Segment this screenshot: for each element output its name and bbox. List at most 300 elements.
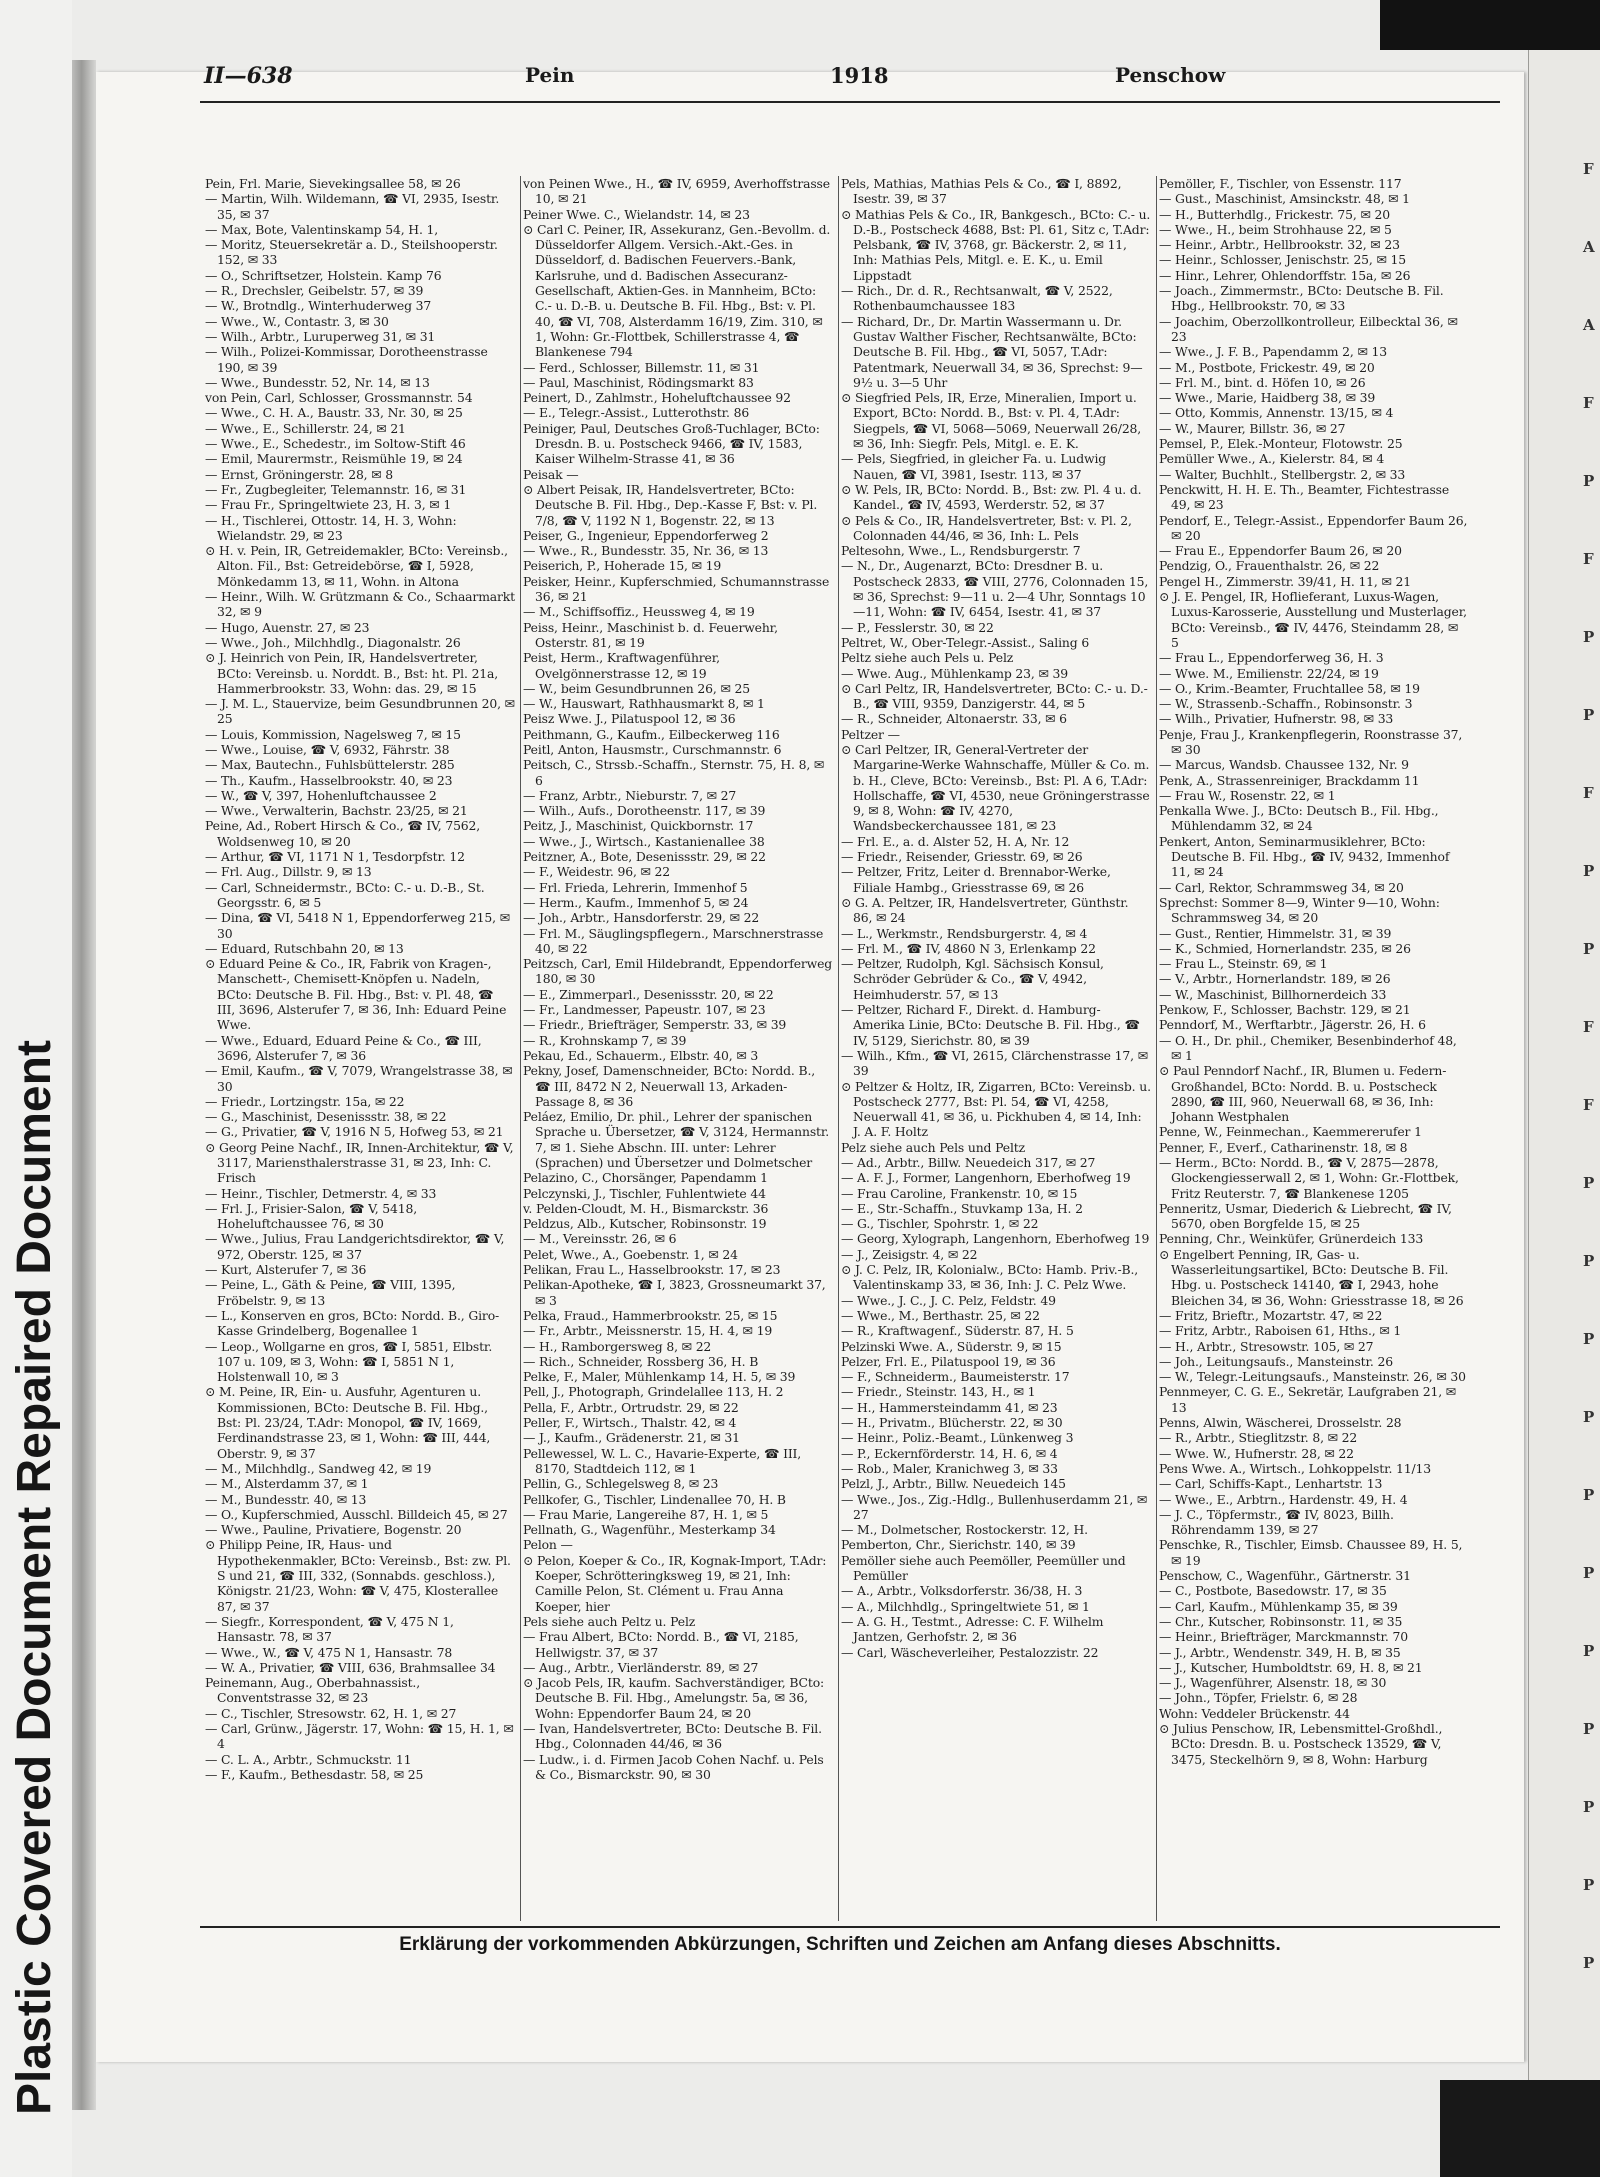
adjacent-page-fragment: P: [1583, 1252, 1595, 1270]
directory-entry: — Frl. M., ☎ IV, 4860 N 3, Erlenkamp 22: [841, 940, 1096, 956]
directory-entry: Penner, F., Everf., Catharinenstr. 18, ✉ 8: [1159, 1139, 1408, 1155]
directory-entry: — J. C., Töpfermstr., ☎ IV, 8023, Billh. Röhrendamm 139, ✉ 27: [1159, 1506, 1394, 1538]
directory-entry: — F., Kaufm., Bethesdastr. 58, ✉ 25: [205, 1766, 424, 1782]
directory-entry: — Wwe., E., Schillerstr. 24, ✉ 21: [205, 420, 406, 436]
directory-entry: Pelikan-Apotheke, ☎ I, 3823, Grossneumarkt 37, ✉ 3: [523, 1277, 826, 1308]
directory-entry: — Wwe. Aug., Mühlenkamp 23, ✉ 39: [841, 665, 1068, 681]
adjacent-page-fragment: F: [1583, 1018, 1594, 1036]
directory-entry: — Chr., Kutscher, Robinsonstr. 11, ✉ 35: [1159, 1613, 1403, 1629]
adjacent-page-fragment: P: [1583, 1954, 1595, 1972]
book-binding: [72, 60, 96, 2110]
directory-entry: — H., Butterhdlg., Frickestr. 75, ✉ 20: [1159, 206, 1390, 222]
directory-entry: Pellkofer, G., Tischler, Lindenallee 70, H. B: [523, 1491, 786, 1507]
directory-entry: ⊙ M. Peine, IR, Ein- u. Ausfuhr, Agenturen u. Kommissionen, BCto: Deutsche B. Fil. Hbg., Bst: Pl. 23/24, T.Adr: Monopol, ☎ IV, 1669, Ferdinandstrasse 23, ✉ 1, Wohn: ☎ III, 444, Oberstr. 9, ✉ 37: [205, 1384, 491, 1461]
directory-entry: — Wwe., E., Schedestr., im Soltow-Stift 46: [205, 436, 466, 452]
adjacent-page-fragment: P: [1583, 706, 1595, 724]
directory-entry: Peiss, Heinr., Maschinist b. d. Feuerwehr, Osterstr. 81, ✉ 19: [523, 619, 778, 650]
adjacent-page-fragment: P: [1583, 1174, 1595, 1192]
archive-label-strip: [0, 0, 72, 2177]
directory-entry: ⊙ Pelon, Koeper & Co., IR, Kognak-Import, T.Adr: Koeper, Schrötteringksweg 19, ✉ 21, Inh: Camille Pelon, St. Clément u. Frau Anna Koeper, hier: [523, 1552, 827, 1614]
directory-entry: — Carl, Schiffs-Kapt., Lenhartstr. 13: [1159, 1476, 1383, 1492]
directory-entry: — Frau E., Eppendorfer Baum 26, ✉ 20: [1159, 543, 1402, 559]
directory-entry: — Frau L., Steinstr. 69, ✉ 1: [1159, 956, 1328, 972]
header-year: 1918: [830, 63, 889, 88]
directory-entry: Peisak —: [523, 466, 579, 482]
directory-entry: Peinert, D., Zahlmstr., Hoheluftchaussee 92: [523, 390, 791, 406]
directory-entry: ⊙ Albert Peisak, IR, Handelsvertreter, BCto: Deutsche B. Fil. Hbg., Dep.-Kasse F, Bst: v. Pl. 7/8, ☎ V, 1192 N 1, Bogenstr. 22, ✉ 13: [523, 481, 818, 528]
directory-entry: — Wwe., W., ☎ V, 475 N 1, Hansastr. 78: [205, 1644, 453, 1660]
directory-entry: Peist, Herm., Kraftwagenführer, Ovelgönnerstrasse 12, ✉ 19: [523, 650, 720, 681]
adjacent-page-fragment: F: [1583, 1096, 1594, 1114]
directory-entry: — F., Weidestr. 96, ✉ 22: [523, 864, 671, 880]
directory-entry: — Fr., Landmesser, Papeustr. 107, ✉ 23: [523, 1002, 766, 1018]
directory-entry: ⊙ Paul Penndorf Nachf., IR, Blumen u. Federn-Großhandel, BCto: Nordd. B. u. Postscheck 2890, ☎ III, 960, Neuerwall 68, ✉ 36, Inh: Johann Westphalen: [1159, 1063, 1447, 1125]
archive-label: [4, 40, 68, 2130]
directory-entry: ⊙ Eduard Peine & Co., IR, Fabrik von Kragen-, Manschett-, Chemisett-Knöpfen u. Nadeln, BCto: Deutsche B. Fil. Hbg., Bst: v. Pl. 48, ☎ III, 3696, Alsterufer 7, ✉ 36, Inh: Eduard Peine Wwe.: [205, 956, 507, 1033]
adjacent-page-fragment: P: [1583, 862, 1595, 880]
directory-entry: Pelke, F., Maler, Mühlenkamp 14, H. 5, ✉ 39: [523, 1369, 796, 1385]
directory-entry: Pellewessel, W. L. C., Havarie-Experte, ☎ III, 8170, Stadtdeich 112, ✉ 1: [523, 1445, 802, 1476]
adjacent-page-fragment: F: [1583, 550, 1594, 568]
directory-entry: — Heinr., Briefträger, Marckmannstr. 70: [1159, 1629, 1408, 1645]
directory-entry: — Ernst, Gröningerstr. 28, ✉ 8: [205, 466, 394, 482]
scanner-edge-top: [1380, 0, 1600, 50]
directory-entry: Pendorf, E., Telegr.-Assist., Eppendorfer Baum 26, ✉ 20: [1159, 512, 1468, 543]
directory-entry: — Peltzer, Fritz, Leiter d. Brennabor-Werke, Filiale Hambg., Griesstrasse 69, ✉ 26: [841, 864, 1111, 895]
directory-entry: Peitz, J., Maschinist, Quickbornstr. 17: [523, 818, 754, 834]
header-last-entry: Penschow: [1115, 63, 1226, 87]
directory-entry: Peisz Wwe. J., Pilatuspool 12, ✉ 36: [523, 711, 736, 727]
directory-entry: — V., Arbtr., Hornerlandstr. 189, ✉ 26: [1159, 971, 1391, 987]
archive-label-text: Plastic Covered Document Repaired Document: [8, 1040, 61, 2115]
directory-entry: — Eduard, Rutschbahn 20, ✉ 13: [205, 940, 404, 956]
directory-entry: — Wwe., Verwalterin, Bachstr. 23/25, ✉ 21: [205, 803, 468, 819]
directory-entry: — Siegfr., Korrespondent, ☎ V, 475 N 1, Hansastr. 78, ✉ 37: [205, 1613, 454, 1645]
adjacent-page-fragment: F: [1583, 394, 1594, 412]
directory-entry: — Heinr., Poliz.-Beamt., Lünkenweg 3: [841, 1430, 1074, 1446]
directory-entry: von Pein, Carl, Schlosser, Grossmannstr. 54: [205, 390, 473, 406]
directory-entry: — Carl, Rektor, Schrammsweg 34, ✉ 20: [1159, 879, 1404, 895]
directory-entry: Pelazino, C., Chorsänger, Papendamm 1: [523, 1170, 768, 1186]
directory-columns: [205, 176, 1469, 1926]
directory-entry: — Wwe., Louise, ☎ V, 6932, Fährstr. 38: [205, 741, 450, 757]
directory-entry: ⊙ Mathias Pels & Co., IR, Bankgesch., BCto: C.- u. D.-B., Postscheck 4688, Bst: Pl. 61, Sitz c, T.Adr: Pelsbank, ☎ IV, 3768, gr. Bäckerstr. 2, ✉ 11, Inh: Mathias Pels, Mitgl. e. E. K., u. Emil Lippstadt: [841, 206, 1151, 283]
directory-entry: Penschke, R., Tischler, Eimsb. Chaussee 89, H. 5, ✉ 19: [1159, 1537, 1463, 1568]
directory-entry: — Frl. M., bint. d. Höfen 10, ✉ 26: [1159, 374, 1366, 390]
directory-entry: — Richard, Dr., Dr. Martin Wassermann u. Dr. Gustav Walther Fischer, Rechtsanwälte, BCto: Deutsche B. Fil. Hbg., ☎ VI, 5057, T.Adr: Patentmark, Neuerwall 34, ✉ 36, Sprechst: 9—9½ u. 3—5 Uhr: [841, 313, 1143, 390]
directory-entry: — C., Tischler, Stresowstr. 62, H. 1, ✉ 27: [205, 1705, 457, 1721]
directory-entry: ⊙ H. v. Pein, IR, Getreidemakler, BCto: Vereinsb., Alton. Fil., Bst: Getreidebörse, ☎ I, 5928, Mönkedamm 13, ✉ 11, Wohn. in Altona: [205, 543, 508, 589]
directory-entry: Pens Wwe. A., Wirtsch., Lohkoppelstr. 11/13: [1159, 1460, 1432, 1476]
directory-entry: Peldzus, Alb., Kutscher, Robinsonstr. 19: [523, 1216, 767, 1232]
directory-entry: — Heinr., Schlosser, Jenischstr. 25, ✉ 15: [1159, 252, 1406, 268]
directory-entry: Peláez, Emilio, Dr. phil., Lehrer der spanischen Sprache u. Übersetzer, ☎ V, 3124, Hermannstr. 7, ✉ 1. Siehe Abschn. III. unter: Lehrer (Sprachen) und Übersetzer und Dolmetscher: [523, 1109, 830, 1170]
column-1: [205, 176, 515, 1926]
directory-entry: Peithmann, G., Kaufm., Eilbeckerweg 116: [523, 726, 780, 742]
directory-entry: — Franz, Arbtr., Nieburstr. 7, ✉ 27: [523, 787, 737, 803]
directory-entry: Pelikan, Frau L., Hasselbrookstr. 17, ✉ 23: [523, 1262, 781, 1278]
directory-entry: — Heinr., Tischler, Detmerstr. 4, ✉ 33: [205, 1185, 437, 1201]
directory-entry: Penk, A., Strassenreiniger, Brackdamm 11: [1159, 772, 1420, 788]
directory-entry: Pemüller Wwe., A., Kielerstr. 84, ✉ 4: [1159, 451, 1385, 467]
directory-entry: — Carl, Grünw., Jägerstr. 17, Wohn: ☎ 15, H. 1, ✉ 4: [205, 1720, 514, 1752]
directory-entry: — G., Tischler, Spohrstr. 1, ✉ 22: [841, 1216, 1039, 1232]
adjacent-page-fragment: P: [1583, 1330, 1595, 1348]
directory-entry: Penkow, F., Schlosser, Bachstr. 129, ✉ 21: [1159, 1002, 1411, 1018]
directory-entry: — Frau Caroline, Frankenstr. 10, ✉ 15: [841, 1185, 1078, 1201]
directory-entry: — Gust., Rentier, Himmelstr. 31, ✉ 39: [1159, 925, 1392, 941]
directory-entry: von Peinen Wwe., H., ☎ IV, 6959, Averhoffstrasse 10, ✉ 21: [523, 176, 830, 207]
directory-entry: Pemberton, Chr., Sierichstr. 140, ✉ 39: [841, 1537, 1076, 1553]
directory-entry: Pels, Mathias, Mathias Pels & Co., ☎ I, 8892, Isestr. 39, ✉ 37: [841, 176, 1122, 207]
directory-entry: v. Pelden-Cloudt, M. H., Bismarckstr. 36: [523, 1200, 769, 1216]
adjacent-page-fragment: P: [1583, 1798, 1595, 1816]
directory-entry: Peiniger, Paul, Deutsches Groß-Tuchlager, BCto: Dresdn. B. u. Postscheck 9466, ☎ IV, 1583, Kaiser Wilhelm-Strasse 41, ✉ 36: [523, 420, 820, 467]
directory-entry: — Peltzer, Richard F., Direkt. d. Hamburg-Amerika Linie, BCto: Deutsche B. Fil. Hbg., ☎ IV, 5129, Sierichstr. 80, ✉ 39: [841, 1002, 1140, 1048]
directory-entry: — P., Fesslerstr. 30, ✉ 22: [841, 619, 994, 635]
column-2: [523, 176, 833, 1926]
directory-entry: Pendzig, O., Frauenthalstr. 26, ✉ 22: [1159, 558, 1380, 574]
directory-entry: Pels siehe auch Peltz u. Pelz: [523, 1613, 696, 1629]
directory-entry: — C., Postbote, Basedowstr. 17, ✉ 35: [1159, 1583, 1387, 1599]
directory-entry: — Wwe., R., Bundesstr. 35, Nr. 36, ✉ 13: [523, 543, 769, 559]
directory-entry: Pelzl, J., Arbtr., Billw. Neuedeich 145: [841, 1476, 1066, 1492]
directory-entry: — Friedr., Lortzingstr. 15a, ✉ 22: [205, 1093, 405, 1109]
directory-entry: Peltesohn, Wwe., L., Rendsburgerstr. 7: [841, 543, 1081, 559]
directory-entry: — Ferd., Schlosser, Billemstr. 11, ✉ 31: [523, 359, 760, 375]
directory-entry: — Wwe., Marie, Haidberg 38, ✉ 39: [1159, 390, 1376, 406]
directory-entry: ⊙ Jacob Pels, IR, kaufm. Sachverständiger, BCto: Deutsche B. Fil. Hbg., Amelungstr. 5a, ✉ 36, Wohn: Eppendorfer Baum 24, ✉ 20: [523, 1675, 825, 1721]
directory-entry: — Ludw., i. d. Firmen Jacob Cohen Nachf. u. Pels & Co., Bismarckstr. 90, ✉ 30: [523, 1751, 824, 1782]
directory-entry: Pennmeyer, C. G. E., Sekretär, Laufgraben 21, ✉ 13: [1159, 1384, 1457, 1415]
directory-entry: — H., Privatm., Blücherstr. 22, ✉ 30: [841, 1415, 1063, 1431]
directory-entry: — Leop., Wollgarne en gros, ☎ I, 5851, Elbstr. 107 u. 109, ✉ 3, Wohn: ☎ I, 5851 N 1, Holstenwall 10, ✉ 3: [205, 1338, 493, 1385]
directory-entry: — P., Eckernförderstr. 14, H. 6, ✉ 4: [841, 1445, 1058, 1461]
directory-entry: Pein, Frl. Marie, Sievekingsallee 58, ✉ 26: [205, 176, 461, 191]
directory-entry: — Wwe., M., Berthastr. 25, ✉ 22: [841, 1307, 1040, 1323]
directory-entry: — Marcus, Wandsb. Chaussee 132, Nr. 9: [1159, 757, 1409, 773]
directory-entry: — W., Brotndlg., Winterhuderweg 37: [205, 298, 432, 314]
directory-entry: Pemsel, P., Elek.-Monteur, Flotowstr. 25: [1159, 436, 1403, 452]
adjacent-page-fragment: P: [1583, 628, 1595, 646]
directory-entry: — Peltzer, Rudolph, Kgl. Sächsisch Konsul, Schröder Gebrüder & Co., ☎ V, 4942, Heimhuderstr. 57, ✉ 13: [841, 956, 1104, 1002]
directory-entry: ⊙ Carl Peltz, IR, Handelsvertreter, BCto: C.- u. D.-B., ☎ VIII, 9359, Danzigerstr. 44, ✉ 5: [841, 680, 1148, 712]
directory-entry: — L., Konserven en gros, BCto: Nordd. B., Giro-Kasse Grindelberg, Bogenallee 1: [205, 1307, 500, 1339]
directory-entry: — W., beim Gesundbrunnen 26, ✉ 25: [523, 680, 750, 696]
adjacent-page-fragment: A: [1583, 316, 1595, 334]
directory-entry: — Wwe., H., beim Strohhause 22, ✉ 5: [1159, 221, 1392, 237]
directory-entry: Pellin, G., Schlegelsweg 8, ✉ 23: [523, 1476, 719, 1492]
directory-entry: Penkalla Wwe. J., BCto: Deutsch B., Fil. Hbg., Mühlendamm 32, ✉ 24: [1159, 803, 1439, 834]
directory-entry: — Pels, Siegfried, in gleicher Fa. u. Ludwig Nauen, ☎ VI, 3981, Isestr. 113, ✉ 37: [841, 451, 1107, 482]
directory-entry: — Walter, Buchhlt., Stellbergstr. 2, ✉ 33: [1159, 466, 1406, 482]
directory-entry: — Rich., Dr. d. R., Rechtsanwalt, ☎ V, 2522, Rothenbaumchaussee 183: [841, 283, 1113, 314]
directory-entry: Penne, W., Feinmechan., Kaemmererufer 1: [1159, 1124, 1422, 1140]
directory-entry: — G., Privatier, ☎ V, 1916 N 5, Hofweg 53, ✉ 21: [205, 1124, 504, 1140]
directory-entry: Peine, Ad., Robert Hirsch & Co., ☎ IV, 7562, Woldsenweg 10, ✉ 20: [205, 818, 481, 849]
directory-entry: — Frau W., Rosenstr. 22, ✉ 1: [1159, 787, 1336, 803]
directory-entry: Peinemann, Aug., Oberbahnassist., Conventstrasse 32, ✉ 23: [205, 1675, 420, 1706]
directory-entry: — Carl, Schneidermstr., BCto: C.- u. D.-B., St. Georgsstr. 6, ✉ 5: [205, 879, 485, 910]
adjacent-page-fragment: P: [1583, 1642, 1595, 1660]
directory-entry: Peiner Wwe. C., Wielandstr. 14, ✉ 23: [523, 206, 750, 222]
directory-entry: ⊙ Philipp Peine, IR, Haus- und Hypothekenmakler, BCto: Vereinsb., Bst: zw. Pl. S und 21, ☎ III, 332, (Sonnabds. geschloss.), Königstr. 21/23, Wohn: ☎ V, 475, Klosterallee 87, ✉ 37: [205, 1537, 511, 1614]
directory-entry: — Joach., Zimmermstr., BCto: Deutsche B. Fil. Hbg., Hellbrookstr. 70, ✉ 33: [1159, 283, 1444, 314]
directory-entry: — R., Krohnskamp 7, ✉ 39: [523, 1032, 687, 1048]
directory-entry: Sprechst: Sommer 8—9, Winter 9—10, Wohn: Schrammsweg 34, ✉ 20: [1159, 894, 1440, 926]
directory-entry: ⊙ Siegfried Pels, IR, Erze, Mineralien, Import u. Export, BCto: Nordd. B., Bst: v. Pl. 4, T.Adr: Siegpels, ☎ VI, 5068—5069, Neuerwall 26/28, ✉ 36, Inh: Siegfr. Pels, Mitgl. e. E. K.: [841, 390, 1142, 452]
directory-entry: — Wwe., Bundesstr. 52, Nr. 14, ✉ 13: [205, 374, 430, 390]
directory-entry: — H., Hammersteindamm 41, ✉ 23: [841, 1399, 1058, 1415]
directory-entry: — Frl. Frieda, Lehrerin, Immenhof 5: [523, 879, 748, 895]
directory-entry: — Paul, Maschinist, Rödingsmarkt 83: [523, 374, 754, 390]
directory-entry: — Frau Fr., Springeltwiete 23, H. 3, ✉ 1: [205, 497, 452, 513]
directory-entry: — Wilh., Arbtr., Luruperweg 31, ✉ 31: [205, 328, 436, 344]
directory-entry: — Heinr., Arbtr., Hellbrookstr. 32, ✉ 23: [1159, 237, 1400, 253]
directory-entry: — Wwe., J. C., J. C. Pelz, Feldstr. 49: [841, 1292, 1056, 1308]
directory-entry: — M., Postbote, Frickestr. 49, ✉ 20: [1159, 359, 1375, 375]
directory-entry: ⊙ Carl Peltzer, IR, General-Vertreter der Margarine-Werke Wahnschaffe, Müller & Co. m. b. H., Cleve, BCto: Vereinsb., Bst: Pl. A 6, T.Adr: Hollschaffe, ☎ VI, 4530, neue Gröningerstrasse 9, ✉ 8, Wohn: ☎ IV, 4270, Wandsbeckerchaussee 181, ✉ 23: [841, 741, 1150, 834]
directory-entry: — W., Hauswart, Rathhausmarkt 8, ✉ 1: [523, 696, 765, 712]
directory-entry: — Fritz, Arbtr., Raboisen 61, Hths., ✉ 1: [1159, 1323, 1402, 1339]
directory-entry: — Arthur, ☎ VI, 1171 N 1, Tesdorpfstr. 12: [205, 849, 465, 865]
adjacent-page-fragment: F: [1583, 160, 1594, 178]
directory-entry: — J., Zeisigstr. 4, ✉ 22: [841, 1246, 978, 1262]
directory-entry: — H., Arbtr., Stresowstr. 105, ✉ 27: [1159, 1338, 1374, 1354]
directory-entry: Pelet, Wwe., A., Goebenstr. 1, ✉ 24: [523, 1246, 738, 1262]
directory-entry: — A. F. J., Former, Langenhorn, Eberhofweg 19: [841, 1170, 1131, 1186]
adjacent-page-fragment: P: [1583, 1408, 1595, 1426]
header-first-entry: Pein: [525, 63, 575, 87]
directory-entry: — Aug., Arbtr., Vierländerstr. 89, ✉ 27: [523, 1659, 759, 1675]
directory-entry: — Martin, Wilh. Wildemann, ☎ VI, 2935, Isestr. 35, ✉ 37: [205, 191, 500, 222]
directory-entry: ⊙ Peltzer & Holtz, IR, Zigarren, BCto: Vereinsb. u. Postscheck 2777, Bst: Pl. 54, ☎ VI, 4258, Neuerwall 41, ✉ 36, u. Pickhuben 4, ✉ 14, Inh: J. A. F. Holtz: [841, 1078, 1151, 1140]
directory-entry: Wohn: Veddeler Brückenstr. 44: [1159, 1705, 1350, 1721]
directory-entry: Peltret, W., Ober-Telegr.-Assist., Saling 6: [841, 634, 1090, 650]
directory-entry: — W., Maurer, Billstr. 36, ✉ 27: [1159, 420, 1346, 436]
directory-entry: — C. L. A., Arbtr., Schmuckstr. 11: [205, 1751, 412, 1767]
directory-entry: Peitsch, C., Strssb.-Schaffn., Sternstr. 75, H. 8, ✉ 6: [523, 757, 825, 788]
directory-entry: — Ivan, Handelsvertreter, BCto: Deutsche B. Fil. Hbg., Colonnaden 44/46, ✉ 36: [523, 1720, 822, 1752]
directory-entry: — M., Milchhdlg., Sandweg 42, ✉ 19: [205, 1460, 432, 1476]
adjacent-page-fragment: P: [1583, 1720, 1595, 1738]
directory-entry: — Wwe., E., Arbtrn., Hardenstr. 49, H. 4: [1159, 1491, 1408, 1507]
directory-entry: — Carl, Kaufm., Mühlenkamp 35, ✉ 39: [1159, 1598, 1398, 1614]
directory-entry: — Hinr., Lehrer, Ohlendorffstr. 15a, ✉ 26: [1159, 267, 1411, 283]
directory-entry: — Wwe. M., Emilienstr. 22/24, ✉ 19: [1159, 665, 1379, 681]
directory-entry: ⊙ Pels & Co., IR, Handelsvertreter, Bst: v. Pl. 2, Colonnaden 44/46, ✉ 36, Inh: L. Pels: [841, 512, 1132, 543]
directory-entry: — Joh., Leitungsaufs., Mansteinstr. 26: [1159, 1353, 1393, 1369]
directory-entry: — G., Maschinist, Desenissstr. 38, ✉ 22: [205, 1109, 447, 1125]
directory-entry: Penns, Alwin, Wäscherei, Drosselstr. 28: [1159, 1415, 1402, 1431]
directory-entry: Pemöller siehe auch Peemöller, Peemüller und Pemüller: [841, 1552, 1126, 1584]
directory-entry: — Wilh., Aufs., Dorotheenstr. 117, ✉ 39: [523, 803, 766, 819]
directory-entry: — J., Kaufm., Grädenerstr. 21, ✉ 31: [523, 1430, 740, 1446]
directory-entry: — R., Drechsler, Geibelstr. 57, ✉ 39: [205, 283, 424, 299]
directory-entry: Penckwitt, H. H. E. Th., Beamter, Fichtestrasse 49, ✉ 23: [1159, 481, 1450, 513]
directory-entry: — Herm., BCto: Nordd. B., ☎ V, 2875—2878, Glockengiesserwall 2, ✉ 1, Wohn: Gr.-Flottbek, Fritz Reuterstr. 7, ☎ Blankenese 1205: [1159, 1155, 1459, 1201]
directory-entry: Peitl, Anton, Hausmstr., Curschmannstr. 6: [523, 741, 782, 757]
directory-entry: — Wwe., C. H. A., Baustr. 33, Nr. 30, ✉ 25: [205, 405, 463, 421]
directory-entry: — Ad., Arbtr., Billw. Neuedeich 317, ✉ 27: [841, 1155, 1096, 1170]
directory-entry: ⊙ Georg Peine Nachf., IR, Innen-Architektur, ☎ V, 3117, Mariensthalerstrasse 31, ✉ 23, Inh: C. Frisch: [205, 1139, 514, 1186]
page-header: [110, 63, 1410, 99]
directory-entry: — Frl. J., Frisier-Salon, ☎ V, 5418, Hoheluftchaussee 76, ✉ 30: [205, 1200, 418, 1232]
directory-entry: Pelzinski Wwe. A., Süderstr. 9, ✉ 15: [841, 1338, 1062, 1354]
directory-entry: Peitzner, A., Bote, Desenissstr. 29, ✉ 22: [523, 849, 766, 865]
adjacent-page-fragment: P: [1583, 472, 1595, 490]
directory-entry: Pelon —: [523, 1537, 573, 1553]
directory-entry: — O., Kupferschmied, Ausschl. Billdeich 45, ✉ 27: [205, 1506, 508, 1522]
directory-entry: — Frl. M., Säuglingspflegern., Marschnerstrasse 40, ✉ 22: [523, 925, 824, 956]
directory-entry: — Peine, L., Gäth & Peine, ☎ VIII, 1395, Fröbelstr. 9, ✉ 13: [205, 1277, 456, 1308]
directory-entry: Pelzer, Frl. E., Pilatuspool 19, ✉ 36: [841, 1353, 1056, 1369]
directory-entry: — E., Str.-Schaffn., Stuvkamp 13a, H. 2: [841, 1200, 1083, 1216]
directory-entry: — J., Arbtr., Wendenstr. 349, H. B, ✉ 35: [1159, 1644, 1401, 1660]
directory-entry: — J. M. L., Stauervize, beim Gesundbrunnen 20, ✉ 25: [205, 696, 515, 727]
directory-entry: — Frau Marie, Langereihe 87, H. 1, ✉ 5: [523, 1506, 769, 1522]
directory-entry: — Wwe., J. F. B., Papendamm 2, ✉ 13: [1159, 344, 1387, 360]
directory-entry: — J., Kutscher, Humboldtstr. 69, H. 8, ✉ 21: [1159, 1659, 1423, 1675]
adjacent-page-fragment: P: [1583, 1876, 1595, 1894]
directory-entry: — Wilh., Kfm., ☎ VI, 2615, Clärchenstrasse 17, ✉ 39: [841, 1047, 1148, 1079]
directory-entry: — Joachim, Oberzollkontrolleur, Eilbecktal 36, ✉ 23: [1159, 313, 1458, 344]
header-rule: [200, 101, 1500, 103]
directory-entry: — Wwe., Eduard, Eduard Peine & Co., ☎ III, 3696, Alsterufer 7, ✉ 36: [205, 1032, 482, 1063]
directory-entry: Pella, F., Arbtr., Ortrudstr. 29, ✉ 22: [523, 1399, 739, 1415]
directory-entry: — Emil, Maurermstr., Reismühle 19, ✉ 24: [205, 451, 463, 467]
directory-entry: — A. G. H., Testmt., Adresse: C. F. Wilhelm Jantzen, Gerhofstr. 2, ✉ 36: [841, 1613, 1104, 1645]
directory-entry: — Joh., Arbtr., Hansdorferstr. 29, ✉ 22: [523, 910, 760, 926]
directory-entry: — Gust., Maschinist, Amsinckstr. 48, ✉ 1: [1159, 191, 1410, 207]
directory-entry: — H., Ramborgersweg 8, ✉ 22: [523, 1338, 712, 1354]
footer-rule: [200, 1926, 1500, 1928]
directory-entry: Penneritz, Usmar, Diederich & Liebrecht, ☎ IV, 5670, oben Borgfelde 15, ✉ 25: [1159, 1200, 1452, 1232]
directory-entry: ⊙ J. E. Pengel, IR, Hoflieferant, Luxus-Wagen, Luxus-Karosserie, Ausstellung und Musterlager, BCto: Vereinsb., ☎ IV, 4476, Steindamm 28, ✉ 5: [1159, 589, 1467, 650]
adjacent-page-edge: [1528, 50, 1600, 2090]
directory-entry: — M., Schiffsoffiz., Heussweg 4, ✉ 19: [523, 604, 755, 620]
directory-entry: — Heinr., Wilh. W. Grützmann & Co., Schaarmarkt 32, ✉ 9: [205, 589, 515, 620]
directory-entry: — R., Kraftwagenf., Süderstr. 87, H. 5: [841, 1323, 1074, 1339]
directory-entry: — Frl. Aug., Dillstr. 9, ✉ 13: [205, 864, 372, 880]
directory-entry: — Frau Albert, BCto: Nordd. B., ☎ VI, 2185, Hellwigstr. 37, ✉ 37: [523, 1629, 799, 1660]
directory-entry: Pelz siehe auch Pels und Peltz: [841, 1139, 1025, 1155]
column-3: [841, 176, 1151, 1926]
directory-entry: — Rob., Maler, Kranichweg 3, ✉ 33: [841, 1460, 1058, 1476]
directory-entry: Pelka, Fraud., Hammerbrookstr. 25, ✉ 15: [523, 1307, 778, 1323]
directory-entry: Pekau, Ed., Schauerm., Elbstr. 40, ✉ 3: [523, 1047, 759, 1063]
directory-entry: — Louis, Kommission, Nagelsweg 7, ✉ 15: [205, 726, 461, 742]
archive-label-graphic: [4, 40, 68, 2130]
directory-entry: Penning, Chr., Weinküfer, Grünerdeich 133: [1159, 1231, 1424, 1247]
directory-entry: — M., Bundesstr. 40, ✉ 13: [205, 1491, 367, 1507]
directory-entry: — Moritz, Steuersekretär a. D., Steilshooperstr. 152, ✉ 33: [205, 237, 498, 268]
directory-entry: Pengel H., Zimmerstr. 39/41, H. 11, ✉ 21: [1159, 573, 1411, 589]
directory-entry: — Rich., Schneider, Rossberg 36, H. B: [523, 1353, 759, 1369]
directory-entry: — Wwe., Jos., Zig.-Hdlg., Bullenhuserdamm 21, ✉ 27: [841, 1491, 1148, 1522]
directory-entry: — Wwe., W., Contastr. 3, ✉ 30: [205, 313, 389, 329]
directory-entry: — A., Milchhdlg., Springeltwiete 51, ✉ 1: [841, 1598, 1090, 1614]
directory-entry: — Friedr., Briefträger, Semperstr. 33, ✉ 39: [523, 1017, 787, 1033]
directory-entry: — J., Wagenführer, Alsenstr. 18, ✉ 30: [1159, 1675, 1387, 1691]
directory-entry: — N., Dr., Augenarzt, BCto: Dresdner B. u. Postscheck 2833, ☎ VIII, 2776, Colonnaden 15, ✉ 36, Sprechst: 9—11 u. 2—4 Uhr, Sonntags 10—11, Wohn: ☎ IV, 6454, Isestr. 41, ✉ 37: [841, 558, 1149, 620]
directory-entry: — Dina, ☎ VI, 5418 N 1, Eppendorferweg 215, ✉ 30: [205, 910, 510, 941]
adjacent-page-fragment: F: [1583, 784, 1594, 802]
directory-entry: Peisker, Heinr., Kupferschmied, Schumannstrasse 36, ✉ 21: [523, 573, 830, 605]
directory-entry: — O. H., Dr. phil., Chemiker, Besenbinderhof 48, ✉ 1: [1159, 1032, 1457, 1063]
directory-entry: — Frau L., Eppendorferweg 36, H. 3: [1159, 650, 1384, 666]
directory-entry: — Wwe., Joh., Milchhdlg., Diagonalstr. 26: [205, 634, 461, 650]
directory-entry: — Wwe., J., Wirtsch., Kastanienallee 38: [523, 833, 765, 849]
directory-entry: — H., Tischlerei, Ottostr. 14, H. 3, Wohn: Wielandstr. 29, ✉ 23: [205, 512, 457, 543]
directory-entry: — R., Schneider, Altonaerstr. 33, ✉ 6: [841, 711, 1067, 727]
footnote: Erklärung der vorkommenden Abkürzungen, Schriften und Zeichen am Anfang dieses Abschnitts.: [399, 1934, 1281, 1955]
directory-entry: — Wwe., Pauline, Privatiere, Bogenstr. 20: [205, 1522, 462, 1538]
directory-entry: — Frl. E., a. d. Alster 52, H. A, Nr. 12: [841, 833, 1070, 849]
directory-entry: Peitzsch, Carl, Emil Hildebrandt, Eppendorferweg 180, ✉ 30: [523, 956, 833, 987]
directory-entry: — W., Maschinist, Billhornerdeich 33: [1159, 986, 1387, 1002]
adjacent-page-fragment: P: [1583, 1564, 1595, 1582]
directory-entry: — Fr., Arbtr., Meissnerstr. 15, H. 4, ✉ 19: [523, 1323, 773, 1339]
directory-entry: — Friedr., Reisender, Griesstr. 69, ✉ 26: [841, 849, 1083, 865]
directory-entry: Penkert, Anton, Seminarmusiklehrer, BCto: Deutsche B. Fil. Hbg., ☎ IV, 9432, Immenhof 11, ✉ 24: [1159, 833, 1450, 880]
directory-entry: — R., Arbtr., Stieglitzstr. 8, ✉ 22: [1159, 1430, 1358, 1446]
directory-entry: — Herm., Kaufm., Immenhof 5, ✉ 24: [523, 894, 749, 910]
directory-entry: ⊙ J. C. Pelz, IR, Kolonialw., BCto: Hamb. Priv.-B., Valentinskamp 33, ✉ 36, Inh: J. C. Pelz Wwe.: [841, 1262, 1139, 1293]
directory-entry: — O., Krim.-Beamter, Fruchtallee 58, ✉ 19: [1159, 680, 1420, 696]
directory-entry: Peltzer —: [841, 726, 900, 742]
directory-entry: Peiser, G., Ingenieur, Eppendorferweg 2: [523, 527, 769, 543]
directory-entry: — L., Werkmstr., Rendsburgerstr. 4, ✉ 4: [841, 925, 1088, 941]
directory-entry: ⊙ Engelbert Penning, IR, Gas- u. Wasserleitungsartikel, BCto: Deutsche B. Fil. Hbg. u. Postscheck 14140, ☎ I, 2943, hohe Bleichen 34, ✉ 36, Wohn: Griesstrasse 18, ✉ 26: [1159, 1246, 1464, 1308]
directory-entry: — O., Schriftsetzer, Holstein. Kamp 76: [205, 267, 442, 283]
directory-entry: Penschow, C., Wagenführ., Gärtnerstr. 31: [1159, 1568, 1411, 1584]
directory-entry: — Max, Bautechn., Fuhlsbüttelerstr. 285: [205, 757, 455, 773]
directory-entry: Pelczynski, J., Tischler, Fuhlentwiete 44: [523, 1185, 766, 1201]
directory-entry: ⊙ G. A. Peltzer, IR, Handelsvertreter, Günthstr. 86, ✉ 24: [841, 894, 1129, 926]
directory-entry: Peiserich, P., Hoherade 15, ✉ 19: [523, 558, 722, 574]
directory-entry: — Fritz, Brieftr., Mozartstr. 47, ✉ 22: [1159, 1307, 1383, 1323]
directory-entry: — Wilh., Privatier, Hufnerstr. 98, ✉ 33: [1159, 711, 1394, 727]
directory-entry: — Th., Kaufm., Hasselbrookstr. 40, ✉ 23: [205, 772, 453, 788]
directory-entry: Pekny, Josef, Damenschneider, BCto: Nordd. B., ☎ III, 8472 N 2, Neuerwall 13, Arkaden-Passage 8, ✉ 36: [523, 1063, 816, 1109]
directory-entry: — M., Vereinsstr. 26, ✉ 6: [523, 1231, 677, 1247]
directory-entry: — W. A., Privatier, ☎ VIII, 636, Brahmsallee 34: [205, 1659, 496, 1675]
directory-entry: — Hugo, Auenstr. 27, ✉ 23: [205, 619, 370, 635]
directory-entry: Peltz siehe auch Pels u. Pelz: [841, 650, 1014, 666]
directory-entry: — M., Alsterdamm 37, ✉ 1: [205, 1476, 369, 1492]
directory-entry: — Carl, Wäscheverleiher, Pestalozzistr. 22: [841, 1644, 1099, 1660]
directory-entry: ⊙ W. Pels, IR, BCto: Nordd. B., Bst: zw. Pl. 4 u. d. Kandel., ☎ IV, 4593, Werderstr. 52, ✉ 37: [841, 481, 1142, 513]
directory-entry: — A., Arbtr., Volksdorferstr. 36/38, H. 3: [841, 1583, 1083, 1599]
directory-entry: Pellnath, G., Wagenführ., Mesterkamp 34: [523, 1522, 776, 1538]
directory-entry: — E., Zimmerparl., Desenissstr. 20, ✉ 22: [523, 986, 774, 1002]
directory-entry: — Otto, Kommis, Annenstr. 13/15, ✉ 4: [1159, 405, 1394, 421]
directory-entry: — W., Strassenb.-Schaffn., Robinsonstr. 3: [1159, 696, 1413, 712]
directory-entry: — Wwe. W., Hufnerstr. 28, ✉ 22: [1159, 1445, 1354, 1461]
directory-entry: Penndorf, M., Werftarbtr., Jägerstr. 26, H. 6: [1159, 1017, 1426, 1033]
column-4: [1159, 176, 1469, 1926]
directory-entry: Pemöller, F., Tischler, von Essenstr. 117: [1159, 176, 1402, 191]
directory-entry: — W., ☎ V, 397, Hohenluftchaussee 2: [205, 787, 437, 803]
directory-entry: — F., Schneiderm., Baumeisterstr. 17: [841, 1369, 1070, 1385]
directory-entry: ⊙ J. Heinrich von Pein, IR, Handelsvertreter, BCto: Vereinsb. u. Norddt. B., Bst: ht. Pl. 21a, Hammerbrookstr. 33, Wohn: das. 29, ✉ 15: [205, 650, 499, 696]
directory-entry: — Friedr., Steinstr. 143, H., ✉ 1: [841, 1384, 1036, 1400]
scanner-edge-bottom: [1440, 2080, 1600, 2177]
page-number: II—638: [204, 63, 293, 89]
directory-entry: — K., Schmied, Hornerlandstr. 235, ✉ 26: [1159, 940, 1411, 956]
adjacent-page-fragment: P: [1583, 1486, 1595, 1504]
